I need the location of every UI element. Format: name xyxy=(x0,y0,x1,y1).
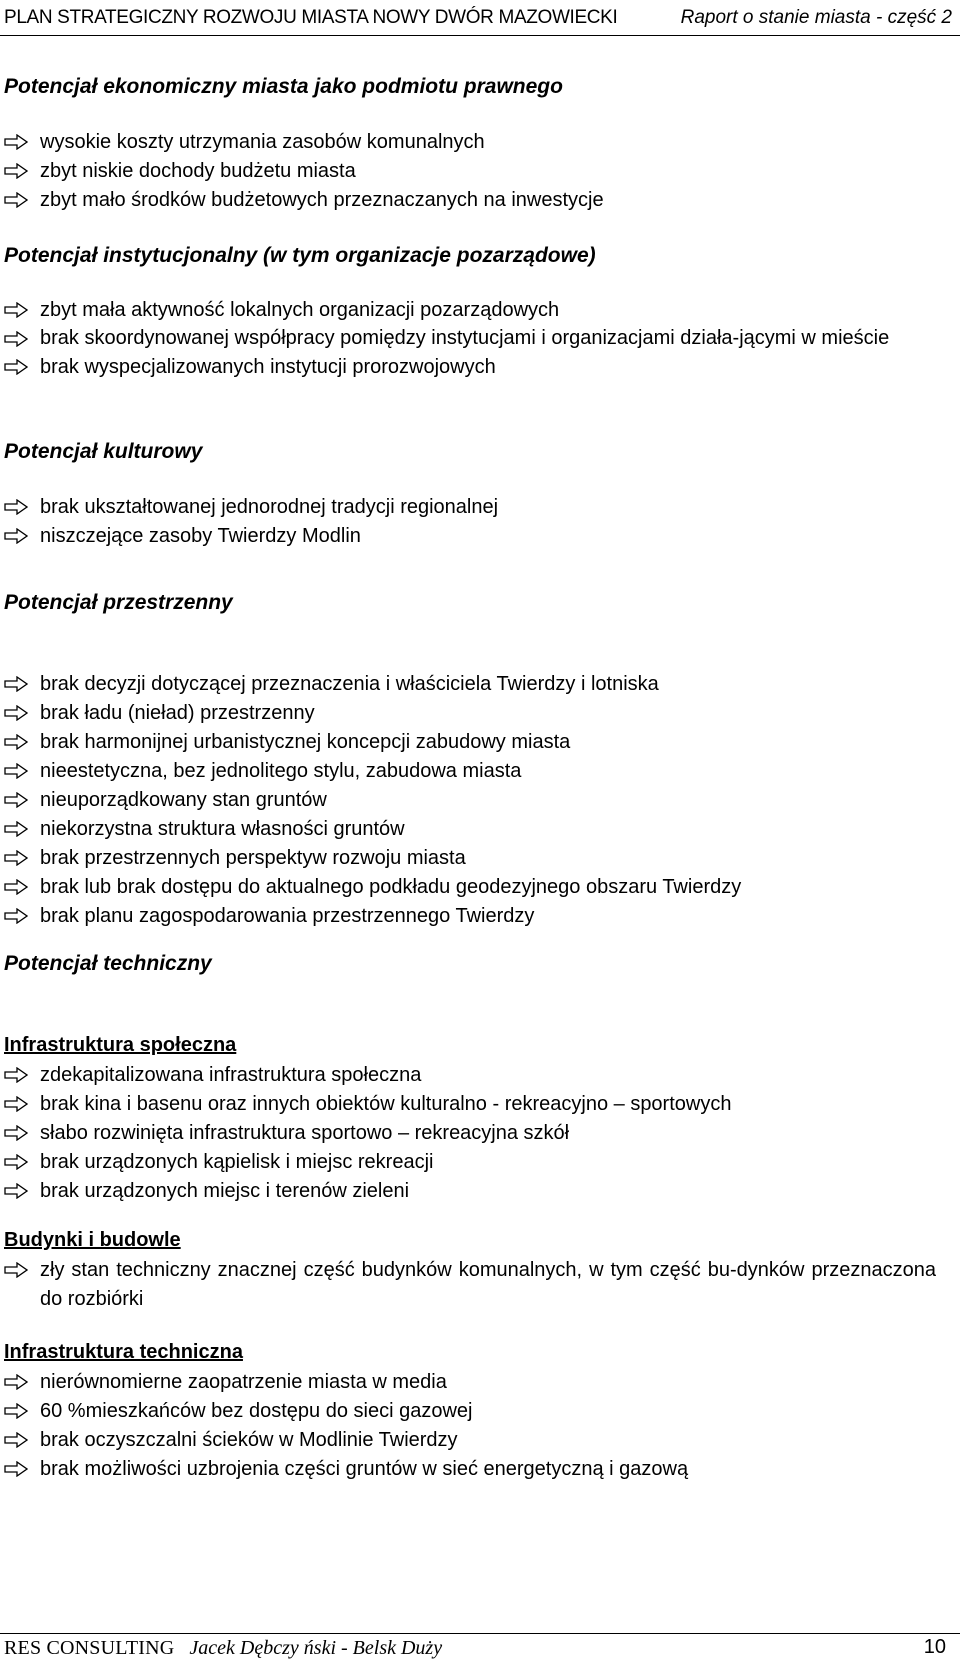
header-document-title: PLAN STRATEGICZNY ROZWOJU MIASTA NOWY DWÓR MAZOWIECKI xyxy=(4,7,618,28)
section-title-techniczny: Potencjał techniczny xyxy=(4,952,212,975)
list-item: słabo rozwinięta infrastruktura sportowo – rekreacyjna szkół xyxy=(4,1119,954,1148)
page-number: 10 xyxy=(923,1636,946,1658)
arrow-right-icon xyxy=(4,734,28,750)
arrow-right-icon xyxy=(4,763,28,779)
list-item: brak oczyszczalni ścieków w Modlinie Twierdzy xyxy=(4,1426,954,1455)
list-item: brak harmonijnej urbanistycznej koncepcji zabudowy miasta xyxy=(4,728,954,757)
arrow-right-icon xyxy=(4,1432,28,1448)
list-item: zbyt mało środków budżetowych przeznaczanych na inwestycje xyxy=(4,186,954,215)
header-report-part: Raport o stanie miasta - część 2 xyxy=(680,7,952,28)
list-kulturowy xyxy=(4,493,954,551)
list-budynki-i-budowle xyxy=(4,1256,954,1314)
subsection-title-budynki-i-budowle: Budynki i budowle xyxy=(4,1229,181,1251)
subsection-title-infrastruktura-techniczna: Infrastruktura techniczna xyxy=(4,1341,243,1363)
list-przestrzenny xyxy=(4,670,954,931)
footer-authors: Jacek Dębczy ński - Belsk Duży xyxy=(189,1637,443,1659)
page-header xyxy=(0,4,960,36)
list-item: 60 %mieszkańców bez dostępu do sieci gazowej xyxy=(4,1397,954,1426)
list-item: brak możliwości uzbrojenia części gruntów w sieć energetyczną i gazową xyxy=(4,1455,954,1484)
section-title-kulturowy: Potencjał kulturowy xyxy=(4,440,203,463)
list-item: nieuporządkowany stan gruntów xyxy=(4,786,954,815)
arrow-right-icon xyxy=(4,850,28,866)
arrow-right-icon xyxy=(4,192,28,208)
list-item: brak wyspecjalizowanych instytucji prorozwojowych xyxy=(4,353,954,382)
list-item: zły stan techniczny znacznej część budynków komunalnych, w tym część bu-dynków przeznaczona do rozbiórki xyxy=(4,1256,954,1314)
list-infrastruktura-spoleczna xyxy=(4,1061,954,1206)
list-item: niekorzystna struktura własności gruntów xyxy=(4,815,954,844)
footer-company: RES CONSULTING xyxy=(4,1637,175,1659)
footer-credits xyxy=(4,1637,442,1660)
list-item: brak urządzonych miejsc i terenów zieleni xyxy=(4,1177,954,1206)
arrow-right-icon xyxy=(4,705,28,721)
arrow-right-icon xyxy=(4,499,28,515)
arrow-right-icon xyxy=(4,134,28,150)
page-footer xyxy=(0,1633,960,1664)
arrow-right-icon xyxy=(4,1403,28,1419)
arrow-right-icon xyxy=(4,1096,28,1112)
arrow-right-icon xyxy=(4,331,28,347)
section-title-przestrzenny: Potencjał przestrzenny xyxy=(4,591,233,614)
list-item: niszczejące zasoby Twierdzy Modlin xyxy=(4,522,954,551)
arrow-right-icon xyxy=(4,908,28,924)
arrow-right-icon xyxy=(4,1262,28,1278)
arrow-right-icon xyxy=(4,792,28,808)
list-item: brak lub brak dostępu do aktualnego podkładu geodezyjnego obszaru Twierdzy xyxy=(4,873,954,902)
arrow-right-icon xyxy=(4,1154,28,1170)
list-ekonomiczny xyxy=(4,128,954,215)
arrow-right-icon xyxy=(4,1125,28,1141)
list-item: zbyt mała aktywność lokalnych organizacji pozarządowych xyxy=(4,296,954,325)
list-item: nierównomierne zaopatrzenie miasta w media xyxy=(4,1368,954,1397)
list-instytucjonalny xyxy=(4,296,954,382)
list-item: brak planu zagospodarowania przestrzennego Twierdzy xyxy=(4,902,954,931)
list-item: zdekapitalizowana infrastruktura społeczna xyxy=(4,1061,954,1090)
section-title-instytucjonalny: Potencjał instytucjonalny (w tym organizacje pozarządowe) xyxy=(4,244,596,267)
list-item: brak ładu (nieład) przestrzenny xyxy=(4,699,954,728)
arrow-right-icon xyxy=(4,821,28,837)
list-item: brak skoordynowanej współpracy pomiędzy instytucjami i organizacjami działa-jącymi w mieście xyxy=(4,325,954,353)
arrow-right-icon xyxy=(4,1067,28,1083)
list-item: zbyt niskie dochody budżetu miasta xyxy=(4,157,954,186)
arrow-right-icon xyxy=(4,879,28,895)
list-item: wysokie koszty utrzymania zasobów komunalnych xyxy=(4,128,954,157)
arrow-right-icon xyxy=(4,359,28,375)
list-item: brak przestrzennych perspektyw rozwoju miasta xyxy=(4,844,954,873)
list-item: brak decyzji dotyczącej przeznaczenia i właściciela Twierdzy i lotniska xyxy=(4,670,954,699)
list-item: brak urządzonych kąpielisk i miejsc rekreacji xyxy=(4,1148,954,1177)
arrow-right-icon xyxy=(4,163,28,179)
subsection-title-infrastruktura-spoleczna: Infrastruktura społeczna xyxy=(4,1034,237,1056)
section-title-ekonomiczny: Potencjał ekonomiczny miasta jako podmiotu prawnego xyxy=(4,75,563,98)
arrow-right-icon xyxy=(4,1374,28,1390)
list-item: brak kina i basenu oraz innych obiektów kulturalno - rekreacyjno – sportowych xyxy=(4,1090,954,1119)
arrow-right-icon xyxy=(4,676,28,692)
arrow-right-icon xyxy=(4,1183,28,1199)
list-item: nieestetyczna, bez jednolitego stylu, zabudowa miasta xyxy=(4,757,954,786)
arrow-right-icon xyxy=(4,1461,28,1477)
list-item: brak ukształtowanej jednorodnej tradycji regionalnej xyxy=(4,493,954,522)
arrow-right-icon xyxy=(4,528,28,544)
list-infrastruktura-techniczna xyxy=(4,1368,954,1484)
arrow-right-icon xyxy=(4,302,28,318)
